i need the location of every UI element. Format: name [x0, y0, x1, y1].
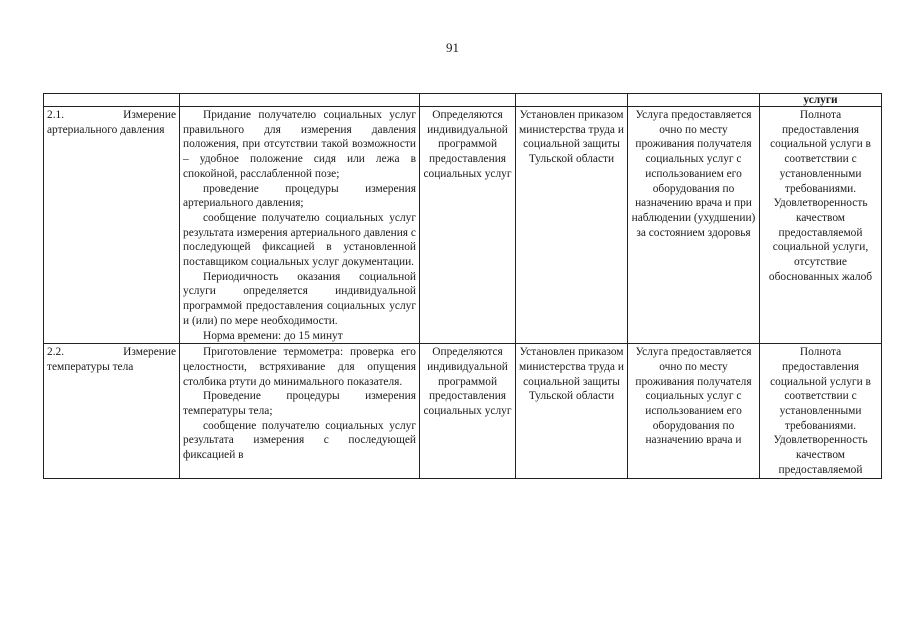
header-cell-quality: услуги — [760, 94, 882, 107]
table-header-row — [44, 94, 882, 107]
service-name-cell — [44, 344, 180, 478]
service-volume-cell: Определяются индивидуальной программой предоставления социальных услуг — [420, 107, 516, 344]
table-row — [44, 107, 882, 344]
page-number: 91 — [446, 40, 459, 55]
header-cell — [180, 94, 420, 107]
description-paragraph: Периодичность оказания социальной услуги определяется индивидуальной программой предоставления социальных услуг и (или) по мере необходимости. — [183, 270, 416, 327]
service-description-cell — [180, 344, 420, 478]
header-cell — [44, 94, 180, 107]
service-description-cell — [180, 107, 420, 344]
service-tariff-cell: Установлен приказом министерства труда и социальной защиты Тульской области — [516, 344, 628, 478]
service-quality-cell: Полнота предоставления социальной услуги в соответствии с установленными требованиями. Удовлетворенность качеством предоставляемой социальной услуги, отсутствие обоснованных жалоб — [760, 107, 882, 344]
service-tariff-cell: Установлен приказом министерства труда и социальной защиты Тульской области — [516, 107, 628, 344]
header-cell — [516, 94, 628, 107]
services-table — [43, 93, 882, 479]
description-paragraph: Проведение процедуры измерения температуры тела; — [183, 390, 416, 418]
description-paragraph: сообщение получателю социальных услуг результата измерения с последующей фиксацией в — [183, 419, 416, 462]
service-name: 2.1. Измерение артериального давления — [47, 109, 176, 136]
description-paragraph: Придание получателю социальных услуг правильного для измерения давления положения, при отсутствии такой возможности – удобное положение сидя или лежа в спокойной, расслабленной позе; — [183, 109, 416, 180]
service-volume-cell: Определяются индивидуальной программой предоставления социальных услуг — [420, 344, 516, 478]
description-paragraph: проведение процедуры измерения артериального давления; — [183, 182, 416, 210]
header-cell — [628, 94, 760, 107]
description-paragraph: Норма времени: до 15 минут — [203, 329, 343, 342]
service-conditions-cell: Услуга предоставляется очно по месту проживания получателя социальных услуг с использованием его оборудования по назначению врача и — [628, 344, 760, 478]
service-conditions-cell: Услуга предоставляется очно по месту проживания получателя социальных услуг с использованием его оборудования по назначению врача и при наблюдении (ухудшении) за состоянием здоровья — [628, 107, 760, 344]
table-row — [44, 344, 882, 478]
description-paragraph: Приготовление термометра: проверка его целостности, встряхивание для опущения столбика ртути до минимального показателя. — [183, 346, 416, 388]
header-cell — [420, 94, 516, 107]
service-name: 2.2. Измерение температуры тела — [47, 346, 176, 373]
service-name-cell — [44, 107, 180, 344]
service-quality-cell: Полнота предоставления социальной услуги в соответствии с установленными требованиями. Удовлетворенность качеством предоставляемой — [760, 344, 882, 478]
description-paragraph: сообщение получателю социальных услуг результата измерения артериального давления с последующей фиксацией в установленной поставщиком социальных услуг документации. — [183, 211, 416, 269]
